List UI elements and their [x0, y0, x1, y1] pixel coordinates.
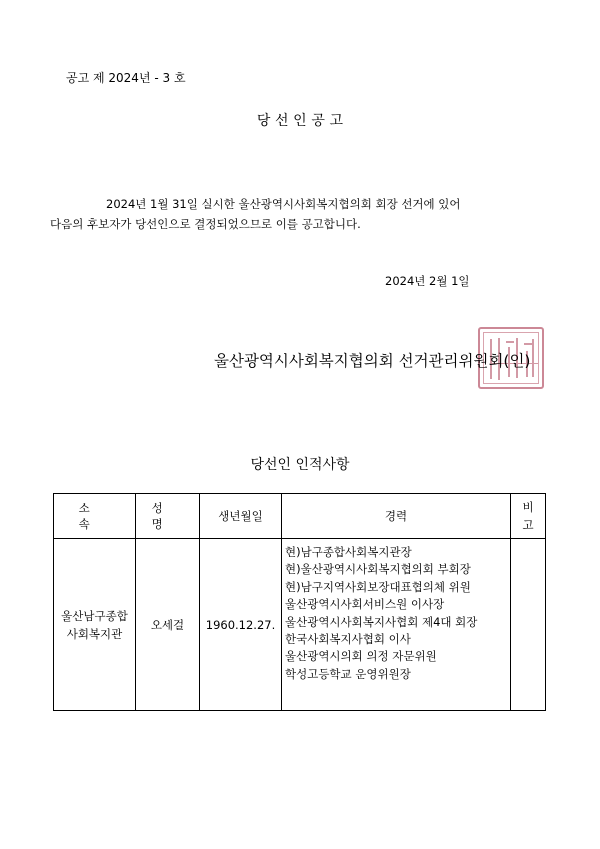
announcement-line-1: 2024년 1월 31일 실시한 울산광역시사회복지협의회 회장 선거에 있어 [106, 197, 461, 211]
table-header-row [54, 494, 546, 539]
header-career: 경력 [282, 494, 511, 539]
career-item: 한국사회복지사협회 이사 [285, 632, 411, 647]
section-title: 당선인 인적사항 [250, 457, 350, 473]
career-item: 울산광역시의회 의정 자문위원 [285, 649, 437, 664]
career-item: 울산광역시사회복지사협회 제4대 회장 [285, 614, 478, 629]
notice-number: 공고 제 2024년 - 3 호 [66, 71, 186, 85]
career-item: 현)울산광역시사회복지협의회 부회장 [285, 562, 471, 577]
cell-remarks [511, 539, 546, 711]
cell-career [282, 539, 511, 711]
elected-person-table [53, 493, 546, 711]
announcement-line-2: 다음의 후보자가 당선인으로 결정되었으므로 이를 공고합니다. [50, 217, 361, 231]
document-title: 당 선 인 공 고 [256, 113, 344, 129]
career-item: 현)남구지역사회보장대표협의체 위원 [285, 579, 471, 594]
cell-birth-date: 1960.12.27. [200, 539, 282, 711]
cell-name: 오세걸 [136, 539, 200, 711]
issuer-name: 울산광역시사회복지협의회 선거관리위원회(인) [214, 352, 531, 370]
announcement-body [50, 194, 550, 234]
table-row [54, 539, 546, 711]
header-remarks: 비 고 [511, 494, 546, 539]
header-birth-date: 생년월일 [200, 494, 282, 539]
career-item: 현)남구종합사회복지관장 [285, 545, 412, 559]
header-affiliation: 소 속 [54, 494, 136, 539]
career-item: 울산광역시사회서비스원 이사장 [285, 597, 445, 612]
header-name: 성 명 [136, 494, 200, 539]
announcement-date: 2024년 2월 1일 [385, 274, 470, 288]
career-item: 학성고등학교 운영위원장 [285, 666, 411, 681]
cell-affiliation: 울산남구종합 사회복지관 [54, 539, 136, 711]
